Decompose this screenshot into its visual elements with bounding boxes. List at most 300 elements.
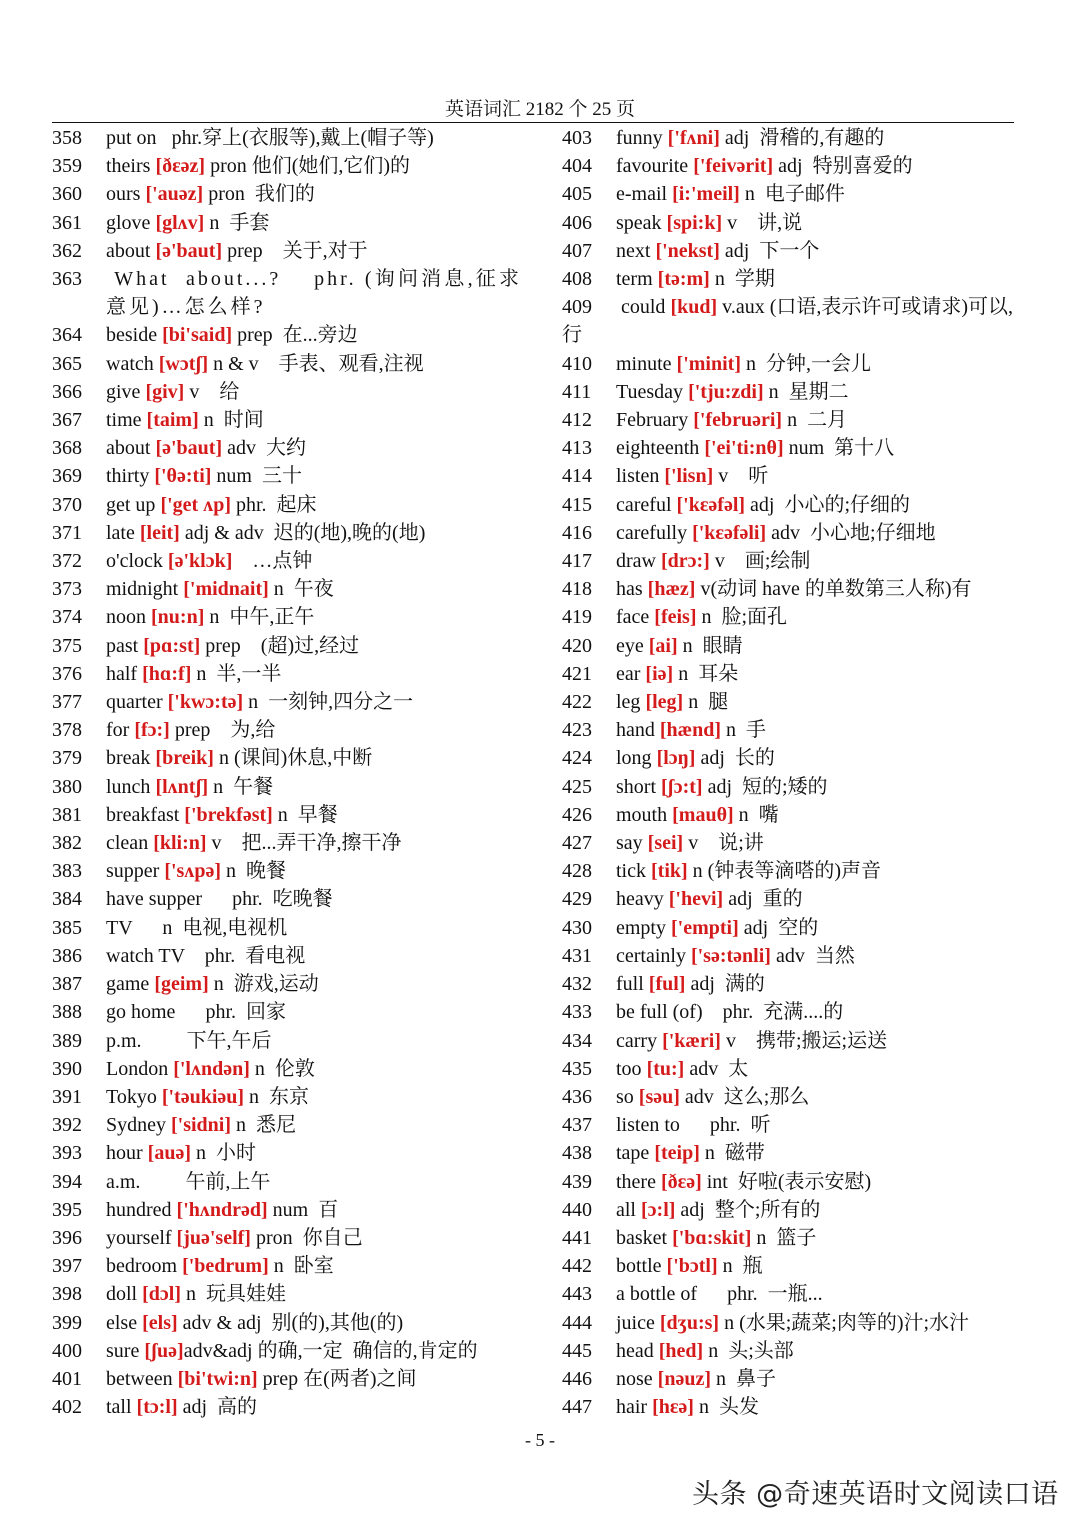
entry-definition: v(动词 have 的单数第三人称)有: [695, 578, 972, 601]
entry-phonetic: [ʃuə]: [144, 1339, 184, 1362]
entry-definition: v 画;绘制: [709, 550, 811, 573]
entry-phonetic: ['februəri]: [693, 409, 783, 432]
entry-number: 364: [52, 324, 82, 347]
entry-number: 422: [562, 691, 592, 714]
entry-definition: n 头;头部: [703, 1339, 794, 1362]
vocab-entry: [52, 575, 522, 603]
entry-definition: n 午夜: [268, 578, 334, 601]
vocab-entry: [562, 491, 1020, 519]
vocab-entry: [52, 1027, 522, 1055]
entry-definition: adj 小心的;仔细的: [745, 493, 911, 516]
entry-word: late: [106, 521, 140, 544]
entry-body: [52, 1083, 522, 1111]
entry-definition: adj 满的: [685, 973, 765, 996]
vocab-entry: [562, 1252, 1020, 1280]
entry-phonetic: [feis]: [654, 606, 697, 629]
entry-body: [52, 1196, 522, 1224]
entry-phonetic: ['get ʌp]: [160, 493, 231, 516]
entry-definition: n (水果;蔬菜;肉等的)汁;水汁: [719, 1311, 970, 1334]
entry-phonetic: [ə'baut]: [155, 437, 223, 460]
entry-word: favourite: [616, 155, 694, 178]
entry-body: [562, 1196, 1020, 1224]
vocab-entry: [52, 1055, 522, 1083]
entry-number: 403: [562, 127, 592, 149]
entry-body: [562, 744, 1020, 772]
entry-body: [52, 744, 522, 772]
entry-definition: n 时间: [198, 409, 264, 432]
entry-definition: num 三十: [211, 465, 302, 488]
entry-phonetic: [leg]: [645, 691, 684, 714]
entry-definition: v 携带;搬运;运送: [720, 1029, 888, 1052]
entry-body: [52, 801, 522, 829]
entry-word: next: [616, 239, 656, 262]
entry-word: p.m.: [106, 1029, 147, 1052]
entry-number: 387: [52, 973, 82, 996]
vocab-entry: [562, 547, 1020, 575]
entry-number: 363: [52, 268, 82, 291]
entry-phonetic: [leit]: [139, 521, 180, 544]
entry-number: 361: [52, 211, 82, 234]
entry-definition: n 手套: [204, 211, 270, 234]
entry-word: short: [616, 775, 661, 798]
entry-body: [52, 970, 522, 998]
entry-phonetic: [tə:m]: [657, 268, 710, 291]
entry-number: 410: [562, 352, 592, 375]
entry-phonetic: [taim]: [146, 409, 199, 432]
entry-body: [562, 660, 1020, 688]
entry-body: [562, 547, 1020, 575]
entry-number: 360: [52, 183, 82, 206]
vocab-entry: [52, 970, 522, 998]
entry-body: [562, 603, 1020, 631]
entry-number: 404: [562, 155, 592, 178]
entry-word: say: [616, 832, 648, 855]
vocab-entry: [562, 1168, 1020, 1196]
entry-number: 421: [562, 662, 592, 685]
entry-body: [562, 350, 1020, 378]
entry-definition: n 晚餐: [221, 860, 286, 883]
vocab-entry: [52, 801, 522, 829]
vocab-entry: [52, 350, 522, 378]
entry-body: [52, 491, 522, 519]
vocab-entry: [52, 1309, 522, 1337]
vocab-entry: [562, 1055, 1020, 1083]
vocab-entry: [562, 829, 1020, 857]
entry-phonetic: ['brekfəst]: [184, 803, 273, 826]
entry-phonetic: [hɑ:f]: [142, 662, 192, 685]
vocab-entry: [52, 744, 522, 772]
entry-word: so: [616, 1085, 639, 1108]
entry-word: draw: [616, 550, 661, 573]
entry-phonetic: [wɔtʃ]: [158, 352, 209, 375]
vocab-entry: [562, 462, 1020, 490]
entry-word: watch: [106, 352, 159, 375]
entry-number: 413: [562, 437, 592, 460]
entry-body: [52, 1280, 522, 1308]
entry-phonetic: [ðɛə]: [660, 1170, 702, 1193]
entry-definition: n 耳朵: [673, 662, 739, 685]
vocab-entry: [52, 265, 522, 321]
vocab-entry: [52, 773, 522, 801]
entry-word: carry: [616, 1029, 663, 1052]
entry-definition: pron 他们(她们,它们)的: [205, 155, 411, 178]
entry-number: 367: [52, 409, 82, 432]
entry-word: time: [106, 409, 147, 432]
page-number: - 5 -: [525, 1430, 555, 1450]
entry-definition: phr.穿上(衣服等),戴上(帽子等): [161, 127, 434, 149]
entry-body: [562, 434, 1020, 462]
entry-word: Tuesday: [616, 380, 689, 403]
entry-body: [52, 603, 522, 631]
vocab-entry: [52, 1280, 522, 1308]
entry-word: watch TV: [106, 944, 190, 967]
entry-word: tall: [106, 1396, 137, 1419]
entry-number: 445: [562, 1339, 592, 1362]
entry-definition: adj & adv 迟的(地),晚的(地): [179, 521, 426, 544]
vocab-entry: [562, 237, 1020, 265]
entry-body: [562, 1280, 1020, 1308]
entry-definition: pron 你自己: [250, 1226, 363, 1249]
vocab-entry: [562, 1309, 1020, 1337]
entry-phonetic: ['θə:ti]: [154, 465, 212, 488]
entry-definition: int 好啦(表示安慰): [701, 1170, 872, 1193]
entry-word: TV: [106, 916, 138, 939]
entry-body: [52, 378, 522, 406]
vocab-entry: [562, 603, 1020, 631]
entry-number: 370: [52, 493, 82, 516]
entry-number: 374: [52, 606, 82, 629]
vocab-entry: [562, 1337, 1020, 1365]
vocab-entry: [562, 773, 1020, 801]
entry-word: head: [616, 1339, 659, 1362]
entry-number: 371: [52, 521, 82, 544]
entry-word: tick: [616, 860, 651, 883]
entry-number: 359: [52, 155, 82, 178]
entry-definition: n 午餐: [208, 775, 274, 798]
entry-word: bottle: [616, 1255, 667, 1278]
entry-word: careful: [616, 493, 677, 516]
vocab-entry: [52, 462, 522, 490]
entry-body: [562, 519, 1020, 547]
entry-body: [562, 378, 1020, 406]
entry-definition: n 篮子: [751, 1226, 817, 1249]
entry-body: [52, 406, 522, 434]
entry-phonetic: ['nekst]: [655, 239, 720, 262]
entry-word: hand: [616, 719, 660, 742]
entry-definition: n 鼻子: [711, 1367, 776, 1390]
entry-definition: adj 重的: [723, 888, 803, 911]
entry-body: [562, 1337, 1020, 1365]
entry-number: 358: [52, 127, 82, 149]
entry-body: [562, 152, 1020, 180]
entry-phonetic: [kud]: [670, 296, 718, 319]
entry-body: [562, 914, 1020, 942]
entry-number: 392: [52, 1114, 82, 1137]
entry-body: [52, 885, 522, 913]
vocab-entry: [562, 1365, 1020, 1393]
entry-word: mouth: [616, 803, 673, 826]
entry-definition: v 说;讲: [683, 832, 764, 855]
entry-word: ear: [616, 662, 646, 685]
entry-word: yourself: [106, 1226, 177, 1249]
entry-body: [562, 1027, 1020, 1055]
vocab-entry: [52, 180, 522, 208]
entry-number: 440: [562, 1198, 592, 1221]
vocab-entry: [562, 885, 1020, 913]
entry-word: heavy: [616, 888, 669, 911]
entry-phonetic: ['kæri]: [662, 1029, 721, 1052]
vocab-entry: [52, 942, 522, 970]
entry-word: eighteenth: [616, 437, 705, 460]
entry-word: put on: [106, 127, 162, 149]
entry-definition: adj 特别喜爱的: [773, 155, 913, 178]
entry-body: [52, 575, 522, 603]
vocab-entry: [562, 575, 1020, 603]
entry-phonetic: ['kwɔ:tə]: [167, 691, 244, 714]
entry-definition: phr. 看电视: [189, 944, 306, 967]
entry-definition: n 腿: [683, 691, 729, 714]
entry-word: What about...? phr. (询问消息,征求意见)…怎么样?: [106, 268, 523, 319]
entry-number: 396: [52, 1226, 82, 1249]
entry-body: [562, 773, 1020, 801]
entry-number: 444: [562, 1311, 592, 1334]
entry-word: beside: [106, 324, 163, 347]
vocab-entry: [562, 801, 1020, 829]
entry-definition: n 东京: [244, 1085, 310, 1108]
entry-definition: adv 当然: [770, 944, 855, 967]
entry-phonetic: [nəuz]: [657, 1367, 711, 1390]
vocab-entry: [562, 716, 1020, 744]
entry-phonetic: ['hʌndrəd]: [176, 1198, 268, 1221]
entry-phonetic: [ə'baut]: [155, 239, 223, 262]
entry-body: [52, 265, 522, 321]
entry-word: about: [106, 239, 156, 262]
entry-phonetic: [tɔ:l]: [136, 1396, 178, 1419]
entry-word: have supper: [106, 888, 208, 911]
entry-phonetic: [juə'self]: [176, 1226, 251, 1249]
entry-number: 366: [52, 380, 82, 403]
vocab-entry: [52, 434, 522, 462]
vocab-entry: [52, 547, 522, 575]
vocab-entry: [52, 1337, 522, 1365]
entry-body: [52, 660, 522, 688]
entry-phonetic: ['kɛəfəli]: [692, 521, 767, 544]
entry-phonetic: ['təukiəu]: [161, 1085, 245, 1108]
vocab-entry: [52, 914, 522, 942]
entry-number: 434: [562, 1029, 592, 1052]
entry-definition: n 电子邮件: [739, 183, 845, 206]
entry-number: 436: [562, 1085, 592, 1108]
entry-definition: adj 长的: [695, 747, 775, 770]
entry-body: [562, 209, 1020, 237]
entry-definition: n 早餐: [272, 803, 338, 826]
entry-phonetic: [tik]: [651, 860, 688, 883]
vocab-entry: [562, 970, 1020, 998]
entry-body: [52, 773, 522, 801]
entry-definition: n 手: [721, 719, 767, 742]
entry-definition: 下午,午后: [146, 1029, 272, 1052]
entry-phonetic: ['sidni]: [171, 1114, 232, 1137]
entry-definition: num 百: [267, 1198, 339, 1221]
entry-phonetic: ['tju:zdi]: [688, 380, 764, 403]
entry-number: 435: [562, 1057, 592, 1080]
entry-number: 386: [52, 944, 82, 967]
entry-number: 398: [52, 1283, 82, 1306]
entry-phonetic: [breik]: [155, 747, 214, 770]
entry-number: 402: [52, 1396, 82, 1419]
entry-word: clean: [106, 832, 154, 855]
vocab-entry: [52, 1139, 522, 1167]
vocab-entry: [562, 1196, 1020, 1224]
entry-word: thirty: [106, 465, 155, 488]
entry-word: game: [106, 973, 155, 996]
entry-word: go home: [106, 1001, 181, 1024]
entry-word: could: [616, 296, 671, 319]
entry-definition: adj 空的: [738, 916, 819, 939]
entry-body: [562, 632, 1020, 660]
entry-number: 438: [562, 1142, 592, 1165]
entry-number: 377: [52, 691, 82, 714]
entry-body: [52, 688, 522, 716]
entry-phonetic: [hænd]: [659, 719, 722, 742]
entry-number: 375: [52, 634, 82, 657]
entry-definition: n 玩具娃娃: [181, 1283, 287, 1306]
entry-word: get up: [106, 493, 161, 516]
entry-body: [52, 1139, 522, 1167]
entry-phonetic: [geim]: [154, 973, 209, 996]
entry-phonetic: [pɑ:st]: [143, 634, 201, 657]
entry-definition: prep 为,给: [169, 719, 276, 742]
entry-number: 390: [52, 1057, 82, 1080]
entry-definition: v 给: [184, 380, 240, 403]
entry-definition: n 分钟,一会儿: [740, 352, 871, 375]
entry-definition: n 伦敦: [249, 1057, 315, 1080]
entry-body: [562, 180, 1020, 208]
entry-body: [52, 209, 522, 237]
entry-number: 419: [562, 606, 592, 629]
entry-word: ours: [106, 183, 146, 206]
entry-word: break: [106, 747, 156, 770]
vocab-entry: [562, 293, 1020, 349]
entry-body: [562, 970, 1020, 998]
entry-number: 446: [562, 1367, 592, 1390]
entry-definition: phr. 回家: [180, 1001, 286, 1024]
entry-body: [52, 124, 522, 152]
entry-phonetic: ['sə:tənli]: [690, 944, 771, 967]
entry-definition: n 嘴: [733, 803, 779, 826]
entry-definition: phr. 一瓶...: [702, 1283, 823, 1306]
entry-word: leg: [616, 691, 646, 714]
vocab-entry: [562, 124, 1020, 152]
vocab-entry: [562, 914, 1020, 942]
entry-definition: n 卧室: [268, 1255, 334, 1278]
entry-word: noon: [106, 606, 151, 629]
entry-word: bedroom: [106, 1255, 183, 1278]
entry-body: [562, 462, 1020, 490]
vocab-entry: [562, 1111, 1020, 1139]
vocab-entry: [52, 237, 522, 265]
entry-definition: adv 大约: [222, 437, 306, 460]
entry-phonetic: [kli:n]: [153, 832, 207, 855]
entry-body: [562, 575, 1020, 603]
entry-body: [562, 1252, 1020, 1280]
vocab-entry: [52, 519, 522, 547]
entry-definition: n 磁带: [699, 1142, 765, 1165]
entry-number: 394: [52, 1170, 82, 1193]
entry-body: [562, 1365, 1020, 1393]
entry-body: [562, 124, 1020, 152]
entry-definition: n 头发: [693, 1396, 759, 1419]
entry-definition: adj 短的;矮的: [702, 775, 828, 798]
entry-number: 427: [562, 832, 592, 855]
entry-body: [52, 1224, 522, 1252]
entry-word: a bottle of: [616, 1283, 703, 1306]
entry-body: [52, 180, 522, 208]
entry-definition: n 电视,电视机: [137, 916, 288, 939]
entry-phonetic: [ʃɔ:t]: [661, 775, 703, 798]
vocab-entry: [52, 603, 522, 631]
entry-definition: prep (超)过,经过: [200, 634, 360, 657]
entry-definition: n 小时: [191, 1142, 256, 1165]
entry-word: minute: [616, 352, 677, 375]
entry-body: [562, 716, 1020, 744]
entry-word: there: [616, 1170, 661, 1193]
entry-phonetic: [dɔl]: [142, 1283, 182, 1306]
entry-number: 426: [562, 803, 592, 826]
entry-definition: 午前,上午: [145, 1170, 271, 1193]
vocab-entry: [52, 378, 522, 406]
entry-number: 400: [52, 1339, 82, 1362]
entry-body: [52, 1309, 522, 1337]
vocab-entry: [52, 1083, 522, 1111]
entry-phonetic: [drɔ:]: [660, 550, 710, 573]
entry-number: 443: [562, 1283, 592, 1306]
entry-number: 433: [562, 1001, 592, 1024]
vocab-entry: [562, 998, 1020, 1026]
entry-word: listen to: [616, 1114, 685, 1137]
entry-word: theirs: [106, 155, 156, 178]
entry-number: 409: [562, 296, 592, 319]
entry-number: 430: [562, 916, 592, 939]
entry-word: all: [616, 1198, 641, 1221]
entry-body: [562, 942, 1020, 970]
entry-body: [562, 1083, 1020, 1111]
entry-number: 365: [52, 352, 82, 375]
entry-word: supper: [106, 860, 165, 883]
entry-phonetic: [spi:k]: [666, 211, 723, 234]
page-header: 英语词汇 2182 个 25 页: [444, 99, 635, 120]
entry-word: term: [616, 268, 658, 291]
entry-number: 408: [562, 268, 592, 291]
entry-phonetic: [hed]: [658, 1339, 704, 1362]
entry-definition: n 游戏,运动: [208, 973, 319, 996]
entry-phonetic: ['minit]: [676, 352, 741, 375]
entry-body: [562, 1393, 1020, 1421]
entry-word: juice: [616, 1311, 660, 1334]
entry-definition: n 二月: [782, 409, 848, 432]
vocab-column-right: [562, 124, 1020, 1421]
entry-definition: v 听: [713, 465, 769, 488]
entry-definition: phr. 充满....的: [707, 1001, 844, 1024]
entry-body: [52, 321, 522, 349]
entry-phonetic: [tu:]: [646, 1057, 685, 1080]
vocab-entry: [52, 829, 522, 857]
vocab-entry: [52, 406, 522, 434]
entry-phonetic: [iə]: [645, 662, 674, 685]
entry-definition: n 一刻钟,四分之一: [243, 691, 414, 714]
entry-definition: adv&adj 的确,一定 确信的,肯定的: [183, 1339, 478, 1362]
entry-number: 395: [52, 1198, 82, 1221]
